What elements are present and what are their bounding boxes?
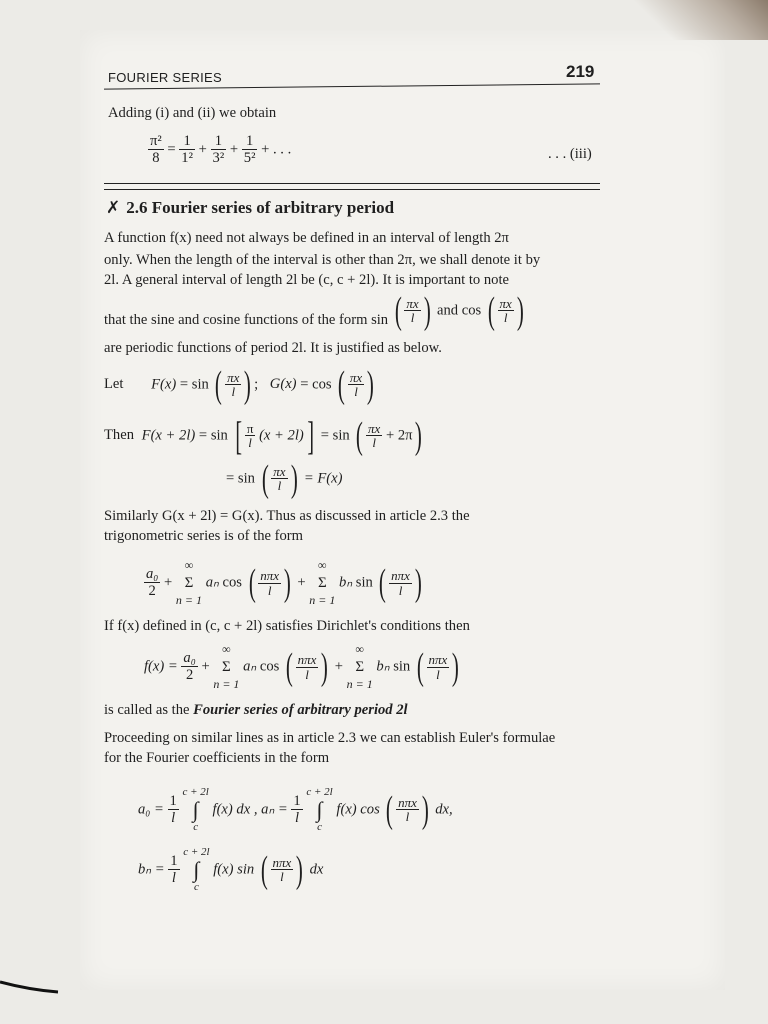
section-heading: ✗ 2.6 Fourier series of arbitrary period xyxy=(106,198,395,217)
para-line-5: are periodic functions of period 2l. It is justified as below. xyxy=(104,340,442,356)
fourier-series-equation: f(x) = $\frac{\text{a₀}}{2}$ + ∞ Σ n = 1 aₙ cos ( nπx l ) + ∞ Σ n = 1 bₙ sin ( nπx l ) xyxy=(144,642,460,692)
let-equation: Let F(x) = sin ( $\frac{\pi x}{l}$ ) ; G(x) = cos ( $\frac{\pi x}{l}$ ) xyxy=(104,364,374,406)
para-line-4: that the sine and cosine functions of the form sin ( $\frac{\pi x}{l}$ ) and cos ( $\frac{\pi x}{l}$ ) xyxy=(104,290,524,332)
running-header: FOURIER SERIES xyxy=(108,70,222,85)
trig-series: $\frac{\text{a₀}}{2}$ + ∞ Σ n = 1 aₙ cos ( nπx l ) + ∞ Σ n = 1 bₙ sin ( nπx l ) xyxy=(146,558,422,608)
euler-a0-an: a₀ = $\frac{1}{l}$ c + 2l ∫ c f(x) dx , aₙ = $\frac{1}{l}$ c + 2l ∫ c f(x) cos ( nπx l ) dx, xyxy=(138,786,453,834)
similarly-line: Similarly G(x + 2l) = G(x). Thus as discussed in article 2.3 the xyxy=(104,508,470,524)
page-number: 219 xyxy=(566,62,595,81)
para-line-3: 2l. A general interval of length 2l be (c, c + 2l). It is important to note xyxy=(104,272,509,288)
section-rule-top xyxy=(104,183,600,184)
proceed-line-2: for the Fourier coefficients in the form xyxy=(104,750,330,766)
check-mark-icon: ✗ xyxy=(106,198,121,217)
then-equation: Then F(x + 2l) = sin [ $\frac{\pi}{l}$ (x + 2l)] = sin ( $\frac{\pi x}{l}$ + 2π) xyxy=(104,413,423,458)
euler-bn: bₙ = $\frac{1}{l}$ c + 2l ∫ c f(x) sin ( nπx l ) dx xyxy=(138,846,324,894)
equation-label: . . . (iii) xyxy=(548,146,592,162)
equation-iii: $\frac{\text{π²}}{8}$ = $\frac{1}{\text{1²}}$ + $\frac{1}{\text{3²}}$ + $\frac{1}{\text{5²}}$ + . . . xyxy=(150,133,292,167)
para-line-2: only. When the length of the interval is other than 2π, we shall denote it by xyxy=(104,252,541,268)
section-rule-bottom xyxy=(104,189,600,190)
para-line-1: A function f(x) need not always be defined in an interval of length 2π xyxy=(104,230,509,246)
then-equation-2: = sin ( $\frac{\pi x}{l}$ ) = F(x) xyxy=(226,458,343,500)
intro-text: Adding (i) and (ii) we obtain xyxy=(108,105,277,121)
pen-mark xyxy=(0,980,60,1000)
dirichlet-line: If f(x) defined in (c, c + 2l) satisfies Dirichlet's conditions then xyxy=(104,618,470,634)
called-line: is called as the Fourier series of arbitrary period 2l xyxy=(104,702,408,718)
proceed-line-1: Proceeding on similar lines as in article 2.3 we can establish Euler's formulae xyxy=(104,730,556,746)
trig-line: trigonometric series is of the form xyxy=(104,528,303,544)
page-shadow xyxy=(628,0,768,40)
